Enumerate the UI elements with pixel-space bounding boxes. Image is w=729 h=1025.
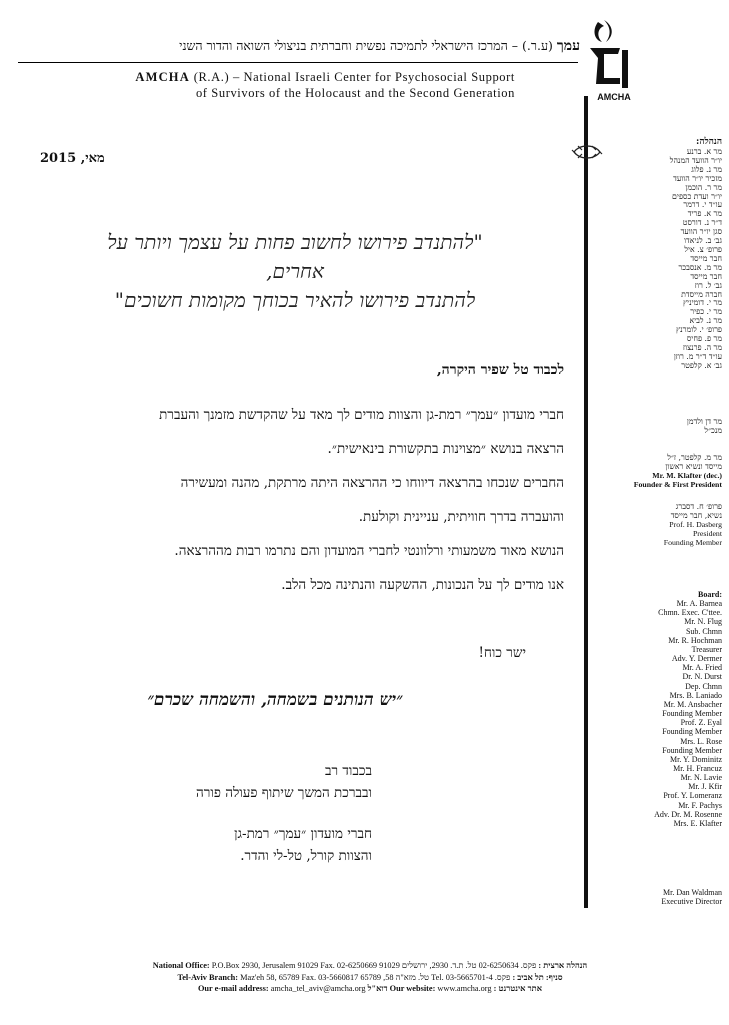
footer-website-label: Our website:: [389, 984, 436, 993]
sidebar-hebrew-member: מר י. דומיניץ: [683, 298, 722, 308]
sidebar-president-english-name: Prof. H. Dasberg: [669, 519, 722, 529]
sidebar-exec-english-name: Mr. Dan Waldman: [663, 888, 722, 897]
sidebar-hebrew-member: מר א. ברנע: [686, 147, 722, 156]
signature-senders: [150, 823, 372, 867]
signature-line: בכבוד רב: [325, 763, 372, 779]
sidebar-board-member: Mr. A. Fried: [682, 663, 722, 673]
sidebar-exec-hebrew-name: מר דן ולדמן: [686, 417, 722, 426]
footer-branch-address: Maz'eh 58, 65789 Fax. 03-5660817: [240, 972, 359, 982]
org-name-english: AMCHA: [135, 70, 190, 84]
header-hebrew: [20, 38, 580, 55]
sidebar-hebrew-member: חברה מייסדת: [681, 289, 722, 299]
sidebar-board-member: Adv. Dr. M. Rosenne: [654, 809, 722, 819]
sidebar-president-hebrew-title: נשיא, חבר מייסד: [670, 510, 722, 520]
sidebar-president: [600, 503, 722, 548]
footer-national-address: P.O.Box 2930, Jerusalem 91029 Fax. 02-6250669: [211, 961, 378, 970]
sidebar-board-member: Mr. J. Kfir: [688, 782, 722, 792]
sidebar-hebrew-member: ד״ר נ. דורסט: [682, 218, 722, 228]
header-english: [20, 69, 515, 101]
footer-branch-label-hebrew: סניף: תל אביב :: [512, 972, 563, 982]
motto-quote: ״יש הנותנים בשמחה, והשמחה שכרם״: [147, 690, 403, 710]
sidebar-board-member: Adv. Y. Dermer: [671, 654, 722, 664]
sidebar-hebrew-member: גב׳ ל. רוז: [694, 280, 722, 290]
sidebar-hebrew-member: גב׳ ב. לניאדו: [684, 236, 722, 246]
body-line: והועברה בדרך חוויתית, עניינית וקולעת.: [358, 509, 564, 525]
footer-email-link[interactable]: amcha_tel_aviv@amcha.org: [270, 984, 366, 993]
org-full-english-line1: National Israeli Center for Psychosocial Support: [243, 70, 515, 84]
sidebar-hebrew-member: מר ה. פרנצוז: [682, 342, 722, 352]
sidebar-board-member: Prof. Z. Eyal: [680, 718, 722, 728]
sidebar-hebrew-member: מר ר. הוכמן: [685, 182, 722, 192]
sidebar-founder-hebrew-name: מר מ. קלפטר, ז״ל: [667, 453, 722, 462]
sidebar-president-hebrew-name: פרופ׳ ח. דסברג: [675, 502, 722, 511]
org-abbr-english: (R.A.) –: [193, 70, 240, 84]
sidebar-board-member: Dr. N. Durst: [682, 672, 722, 682]
sidebar-founder: [600, 454, 722, 490]
footer-tel-aviv-branch: [20, 972, 720, 984]
sidebar-board-member: Founding Member: [662, 745, 722, 755]
signature-line: ובברכת המשך שיתוף פעולה פורה: [195, 785, 372, 801]
sidebar-exec-hebrew: [600, 418, 722, 436]
footer-national-label: National Office:: [152, 961, 210, 970]
signature-greeting: [150, 760, 372, 804]
sidebar-exec-hebrew-title: מנכ״ל: [704, 425, 722, 435]
sidebar-hebrew-member: גב׳ א. קלפטר: [681, 360, 722, 370]
barbed-wire-icon: [570, 140, 604, 170]
footer-branch-address-hebrew: פקס. Tel. 03-5665701-4 טל. מזא"ה 58, 65789: [360, 972, 511, 982]
org-name-hebrew: עמך: [556, 38, 580, 54]
logo-text-english: AMCHA: [597, 92, 631, 102]
sidebar-board-member: Mr. H. Francuz: [673, 763, 722, 773]
letter-body: [40, 398, 564, 602]
footer-online: [20, 983, 720, 995]
sidebar-board-member: Mr. A. Barnea: [676, 599, 722, 609]
footer-website-link[interactable]: www.amcha.org: [437, 984, 492, 993]
amcha-logo: [584, 18, 632, 104]
sidebar-board-title: Board:: [698, 590, 722, 599]
sidebar-board-member: Dep. Chmn: [685, 681, 722, 691]
sidebar-board-member: Mr. N. Flug: [684, 617, 722, 627]
footer-national-label-hebrew: הנהלה ארצית :: [538, 961, 588, 970]
sidebar-hebrew-member: מזכיר יו״ר הוועד: [673, 173, 722, 183]
quote-line: להתנדב פירושו להאיר בכוחך מקומות חשוכים": [114, 288, 476, 312]
sidebar-hebrew-member: יו״ר הוועד המנהל: [669, 155, 722, 165]
sidebar-exec-english-title: Executive Director: [661, 897, 722, 907]
signature-line: חברי מועדון ״עמך״ רמת-גן: [234, 826, 372, 842]
footer-branch-label: Tel-Aviv Branch:: [177, 972, 239, 982]
sidebar-founder-hebrew-title: מייסד ונשיא ראשון: [665, 461, 722, 471]
sidebar-hebrew-member: מר מ. אנסבכר: [678, 262, 722, 272]
org-full-hebrew: המרכז הישראלי לתמיכה נפשית וחברתית בניצולי השואה והדור השני: [179, 38, 508, 53]
thanks-line: ישר כוח!: [478, 645, 526, 661]
body-line: הנושא מאוד משמעותי ורלוונטי לחברי המועדון והם נתרמו רבות מההרצאה.: [174, 543, 564, 559]
sidebar-board-member: Mr. N. Lavie: [680, 773, 722, 783]
sidebar-board-member: Sub. Chmn: [685, 626, 722, 636]
sidebar-board-member: Treasurer: [691, 644, 722, 654]
sidebar-board-member: Founding Member: [662, 709, 722, 719]
footer-national-address-hebrew: פקס. 02-6250634 טל. ת.ד. 2930, ירושלים 91029: [379, 961, 537, 970]
sidebar-board-member: Mr. M. Ansbacher: [663, 699, 722, 709]
sidebar-board-member: Chmn. Exec. C'ttee.: [658, 608, 722, 618]
sidebar-board-member: Mrs. B. Laniado: [669, 690, 722, 700]
sidebar-board-member: Mrs. E. Klafter: [673, 818, 722, 828]
sidebar-founder-english-title: Founder & First President: [633, 479, 722, 489]
sidebar-hebrew-member: פרופ׳ י. לומרנץ: [676, 325, 722, 335]
header-divider: [18, 62, 578, 63]
sidebar-hebrew-member: עו״ד י. דרמר: [683, 200, 722, 210]
sidebar-hebrew-member: חבר מייסד: [690, 253, 722, 263]
org-abbr-hebrew: (ע.ר.) –: [511, 38, 553, 53]
footer-contacts: [20, 960, 720, 995]
sidebar-hebrew-member: מר נ. לביא: [689, 316, 722, 326]
quote-line: "להתנדב פירושו לחשוב פחות על עצמך ויותר על: [107, 230, 483, 254]
sidebar-board-member: Founding Member: [662, 727, 722, 737]
body-line: הרצאה בנושא ״מצוינות בתקשורת בינאישית״.: [327, 441, 564, 457]
sidebar-hebrew-member: פרופ׳ צ. איל: [684, 244, 722, 254]
footer-email-label-hebrew: דוא"ל: [367, 984, 388, 993]
sidebar-board-member: Prof. Y. Lomeranz: [663, 791, 722, 801]
sidebar-board-member: Mr. F. Pachys: [678, 800, 722, 810]
sidebar-hebrew-member: עו״ד ד״ר מ. רוזן: [673, 351, 722, 361]
letter-date: מאי, 2015: [40, 151, 105, 166]
sidebar-board-english: [600, 590, 722, 828]
footer-website-label-hebrew: אתר אינטרנט :: [493, 984, 543, 993]
sidebar-board-member: Mrs. L. Rose: [680, 736, 722, 746]
sidebar-hebrew-member: סגן יו״ר הוועד: [680, 227, 722, 237]
sidebar-hebrew-title: הנהלה:: [696, 137, 722, 147]
sidebar-hebrew-member: מר י. כפיר: [690, 307, 722, 317]
sidebar-board-member: Mr. Y. Dominitz: [669, 754, 722, 764]
signature-line: והצוות קורל, טל-לי והדר.: [240, 848, 372, 864]
sidebar-hebrew-member: מר נ. פלוג: [691, 164, 722, 174]
body-line: החברים שנכחו בהרצאה דיווחו כי ההרצאה היתה מרתקת, מהנה ומעשירה: [180, 475, 564, 491]
sidebar-president-english-title: President: [692, 528, 722, 538]
sidebar-board-member: Mr. R. Hochman: [668, 635, 722, 645]
sidebar-founder-english-name: Mr. M. Klafter (dec.): [652, 470, 722, 480]
sidebar-hebrew-member: מר א. פריד: [687, 209, 722, 219]
sidebar-hebrew-member: יו״ר ועדת כספים: [672, 191, 722, 201]
org-full-english-line2: of Survivors of the Holocaust and the Second Generation: [195, 86, 515, 100]
letter-greeting: לכבוד טל שפיר היקרה,: [436, 362, 564, 378]
footer-email-label: Our e-mail address:: [197, 984, 269, 993]
quote-line: אחרים,: [266, 259, 324, 283]
body-line: אנו מודים לך על הנכונות, ההשקעה והנתינה מכל הלב.: [281, 577, 564, 593]
sidebar-exec-english: [600, 888, 722, 907]
sidebar-president-english-role: Founding Member: [663, 537, 722, 547]
opening-quote: [40, 228, 550, 315]
body-line: חברי מועדון ״עמך״ רמת-גן והצוות מודים לך מאד על שהקדשת מזמנך והעברת: [159, 407, 564, 423]
sidebar-hebrew-member: מר פ. פחיס: [686, 334, 722, 344]
footer-national-office: [20, 960, 720, 972]
sidebar-hebrew-member: חבר מייסד: [690, 271, 722, 281]
vertical-pole: [584, 96, 588, 908]
sidebar-management-hebrew: [600, 136, 722, 371]
